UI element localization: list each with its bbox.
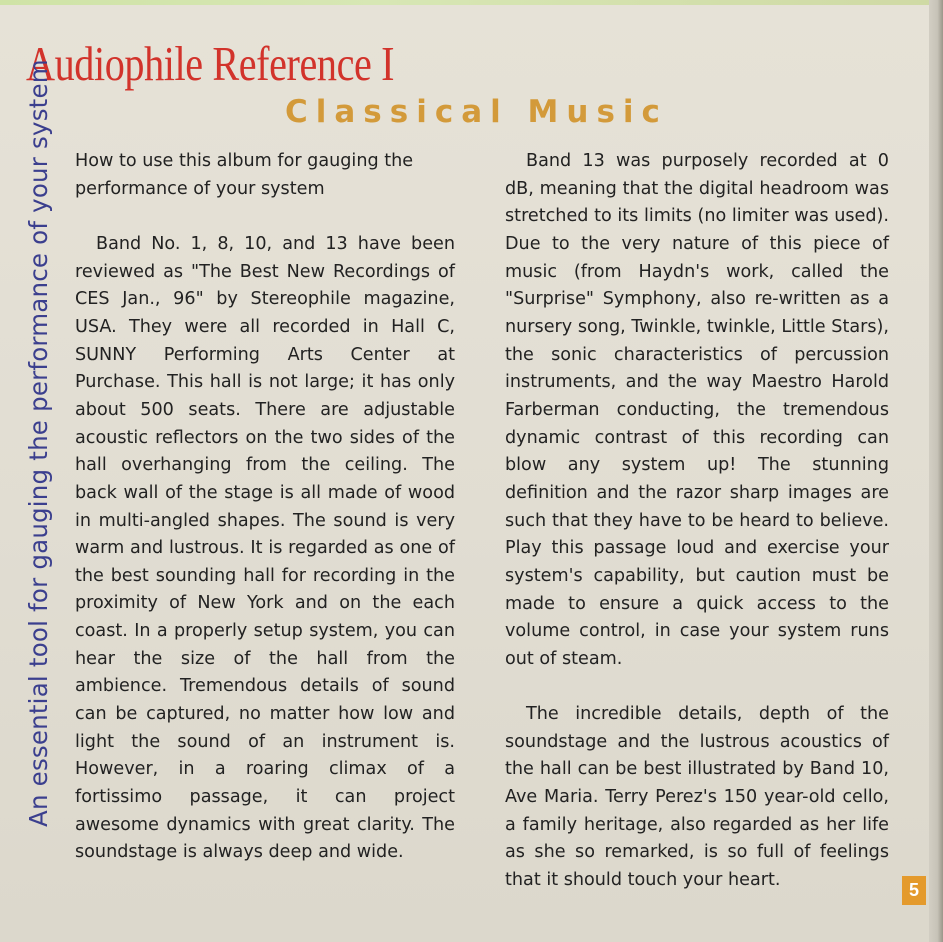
left-column-body: Band No. 1, 8, 10, and 13 have been reviewed as "The Best New Recordings of CES Jan., 96" by Stereophile magazine, USA. They were all recorded in Hall C, SUNNY Performing Arts Center at Purchase. This hall is not large; it has only about 500 seats. There are adjustable acoustic reflectors on the two sides of the hall overhanging from the ceiling. The back wall of the stage is all made of wood in multi-angled shapes. The sound is very warm and lustrous. It is regarded as one of the best sounding hall for recording in the proximity of New York and on the each coast. In a properly setup system, you can hear the size of the hall from the ambience. Tremendous details of sound can be captured, no matter how low and light the sound of an instrument is. However, in a roaring climax of a fortissimo passage, it can project awesome dynamics with great clarity. The soundstage is always deep and wide. <box>75 233 455 863</box>
right-column-paragraph-2: The incredible details, depth of the soundstage and the lustrous acoustics of the hall can be best illustrated by Band 10, Ave Maria. Terry Perez's 150 year-old cello, a family heritage, also regarded as her life as she so remarked, is so full of feelings that it should touch your heart. <box>505 704 889 891</box>
right-column <box>505 148 889 895</box>
vertical-tagline: An essential tool for gauging the performance of your system <box>24 59 53 827</box>
left-column <box>75 148 455 867</box>
left-column-heading: How to use this album for gauging the performance of your system <box>75 151 414 199</box>
right-column-paragraph-1: Band 13 was purposely recorded at 0 dB, meaning that the digital headroom was stretched to its limits (no limiter was used). Due to the very nature of this piece of music (from Haydn's work, called the "Surprise" Symphony, also re-written as a nursery song, Twinkle, twinkle, Little Stars), the sonic characteristics of percussion instruments, and the way Maestro Harold Farberman conducting, the tremendous dynamic contrast of this recording can blow any system up! The stunning definition and the razor sharp images are such that they have to be heard to believe. Play this passage loud and exercise your system's capability, but caution must be made to ensure a quick access to the volume control, in case your system runs out of steam. <box>505 151 889 669</box>
page-subtitle: Classical Music <box>285 94 668 130</box>
right-edge-shadow <box>929 0 943 942</box>
top-edge-band <box>0 0 943 5</box>
page-number-badge: 5 <box>902 876 926 905</box>
page-title: Audiophile Reference I <box>26 36 395 91</box>
